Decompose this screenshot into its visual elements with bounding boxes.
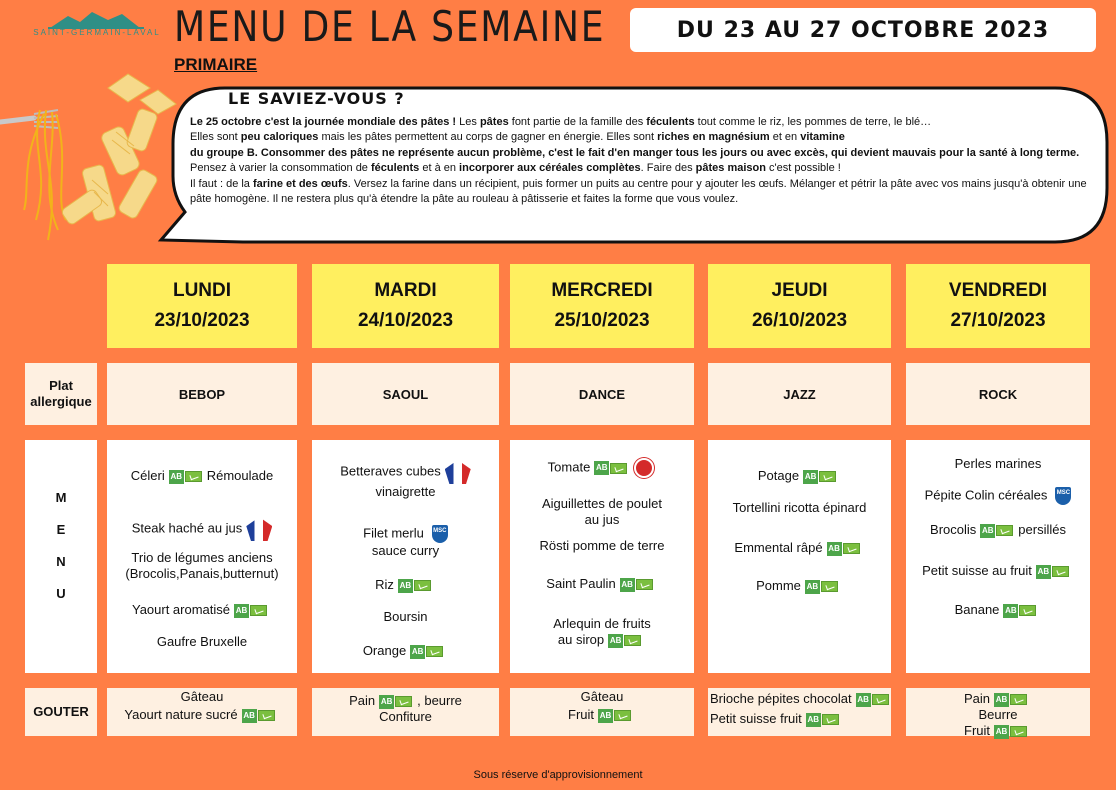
info-text-run: Les <box>456 116 480 128</box>
day-name: MARDI <box>374 280 437 301</box>
eu-organic-leaf-icon <box>624 635 641 646</box>
eu-organic-leaf-icon <box>1052 566 1069 577</box>
item-text: Yaourt nature sucré <box>124 707 238 722</box>
menu-item <box>906 456 1090 472</box>
eu-organic-leaf-icon <box>614 710 631 721</box>
day-date: 23/10/2023 <box>154 310 250 331</box>
item-text: Petit suisse fruit <box>710 711 802 726</box>
eu-organic-leaf-icon <box>250 605 267 616</box>
item-text: Pain <box>349 693 376 708</box>
day-header <box>312 264 499 348</box>
ab-badge: AB <box>803 470 818 484</box>
info-text-run: féculents <box>370 162 420 175</box>
info-text-run: . Versez la farine dans un récipient, puis former un puits au centre pour y ajouter les œufs. Mélanger et pétrir la pâte avec vos mains jusqu'à obtenir une pâte homogène. Il ne restera plus qu'à étendre la pâte au rouleau à pâtisserie et faites la forme que vous voulez. <box>190 177 1087 205</box>
info-paragraph <box>190 130 1088 145</box>
ab-badge: AB <box>598 709 613 723</box>
allergy-dish: JAZZ <box>708 363 891 425</box>
eu-organic-leaf-icon <box>636 579 653 590</box>
page-subtitle: PRIMAIRE <box>174 55 258 74</box>
item-text: Rösti pomme de terre <box>539 538 665 553</box>
allergy-label <box>25 363 97 425</box>
menu-cell <box>312 440 499 673</box>
item-text: Brocolis <box>930 522 977 537</box>
organic-ab-icon <box>993 723 1029 738</box>
info-text-run: riches en magnésium <box>657 131 770 144</box>
french-vegetables-label-icon <box>445 460 471 484</box>
item-text: Pomme <box>756 578 801 593</box>
eu-organic-leaf-icon <box>258 710 275 721</box>
item-text: Beurre <box>978 707 1018 722</box>
ab-badge: AB <box>1003 604 1018 618</box>
day-header <box>906 264 1090 348</box>
ab-badge: AB <box>994 725 1009 739</box>
allergy-dish: BEBOP <box>107 363 297 425</box>
info-paragraph <box>190 161 1088 176</box>
menu-item <box>510 616 694 648</box>
menu-letter: U <box>56 586 66 601</box>
item-text: Gâteau <box>180 689 224 704</box>
ab-badge: AB <box>994 693 1009 707</box>
info-text-run: féculents <box>646 116 695 128</box>
organic-ab-icon <box>805 711 841 726</box>
gouter-item <box>906 708 1090 722</box>
footer-note: Sous réserve d'approvisionnement <box>473 769 643 781</box>
menu-item <box>510 458 694 478</box>
item-text: (Brocolis,Panais,butternut) <box>125 566 279 581</box>
menu-item <box>906 563 1090 579</box>
item-text: persillés <box>1018 522 1066 537</box>
day-date: 25/10/2023 <box>554 310 650 331</box>
eu-organic-leaf-icon <box>185 471 202 482</box>
menu-item <box>312 609 499 625</box>
item-text: Perles marines <box>954 456 1042 471</box>
gouter-item <box>312 694 499 709</box>
menu-item <box>107 602 297 618</box>
gouter-cell <box>107 688 297 736</box>
info-text-run: et en <box>769 131 801 144</box>
info-text <box>190 115 1088 207</box>
ab-badge: AB <box>169 470 184 484</box>
ab-badge: AB <box>1036 565 1051 579</box>
gouter-item <box>710 712 893 727</box>
eu-organic-leaf-icon <box>395 696 412 707</box>
gouter-item <box>312 710 499 724</box>
menu-label <box>25 440 97 673</box>
organic-ab-icon <box>593 459 629 474</box>
item-text: , beurre <box>417 693 462 708</box>
organic-ab-icon <box>855 691 891 706</box>
allergy-dish: SAOUL <box>312 363 499 425</box>
allergy-dish: DANCE <box>510 363 694 425</box>
item-text: Arlequin de fruits <box>553 616 651 631</box>
ab-badge: AB <box>242 709 257 723</box>
gouter-cell <box>312 688 499 736</box>
organic-ab-icon <box>597 707 633 722</box>
organic-ab-icon <box>802 468 838 483</box>
eu-organic-leaf-icon <box>872 694 889 705</box>
menu-letter: N <box>56 554 66 569</box>
day-date: 27/10/2023 <box>950 310 1046 331</box>
menu-cell <box>906 440 1090 673</box>
eu-organic-leaf-icon <box>821 581 838 592</box>
day-name: VENDREDI <box>948 280 1048 301</box>
ab-badge: AB <box>594 461 609 475</box>
organic-ab-icon <box>397 577 433 592</box>
ab-badge: AB <box>234 604 249 618</box>
menu-cell <box>510 440 694 673</box>
menu-item <box>510 538 694 554</box>
organic-ab-icon <box>993 691 1029 706</box>
organic-ab-icon <box>378 693 414 708</box>
menu-item <box>107 517 297 541</box>
organic-ab-icon <box>168 468 204 483</box>
day-name: JEUDI <box>771 280 828 301</box>
eu-organic-leaf-icon <box>1010 726 1027 737</box>
info-paragraph <box>190 146 1088 161</box>
item-text: Emmental râpé <box>734 540 823 555</box>
ab-badge: AB <box>608 634 623 648</box>
item-text: Petit suisse au fruit <box>922 563 1032 578</box>
day-header <box>708 264 891 348</box>
page-title: MENU DE LA SEMAINE <box>174 2 606 51</box>
item-text: Tortellini ricotta épinard <box>732 500 867 515</box>
day-name: MERCREDI <box>551 280 653 301</box>
info-text-run: pâtes maison <box>695 162 766 175</box>
organic-ab-icon <box>979 522 1015 537</box>
gouter-item <box>510 690 694 704</box>
ab-badge: AB <box>827 542 842 556</box>
item-text: Pain <box>963 691 991 706</box>
menu-item <box>107 468 297 484</box>
organic-ab-icon <box>826 540 862 555</box>
eu-organic-leaf-icon <box>426 646 443 657</box>
menu-item <box>312 643 499 659</box>
eu-organic-leaf-icon <box>819 471 836 482</box>
eu-organic-leaf-icon <box>996 525 1013 536</box>
item-text: Gaufre Bruxelle <box>156 634 248 649</box>
eu-organic-leaf-icon <box>1010 694 1027 705</box>
organic-ab-icon <box>619 576 655 591</box>
day-name: LUNDI <box>172 280 232 301</box>
menu-cell <box>708 440 891 673</box>
info-text-run: tout comme le riz, les pommes de terre, le blé… <box>694 116 932 128</box>
gouter-cell <box>906 688 1090 736</box>
item-text: Tomate <box>547 459 591 475</box>
gouter-item <box>710 692 893 707</box>
item-text: au sirop <box>557 632 605 647</box>
ab-badge: AB <box>856 693 871 707</box>
organic-ab-icon <box>233 602 269 617</box>
logo-text: SAINT-GERMAIN-LAVAL <box>33 28 161 37</box>
organic-ab-icon <box>241 707 277 722</box>
item-text: Orange <box>362 643 407 658</box>
organic-ab-icon <box>804 578 840 593</box>
msc-label-icon: MSC <box>1055 487 1071 505</box>
menu-item <box>906 487 1090 505</box>
item-text: Aiguillettes de poulet <box>542 496 662 511</box>
menu-item <box>906 522 1090 538</box>
eu-organic-leaf-icon <box>843 543 860 554</box>
info-text-run: c'est possible ! <box>765 162 841 175</box>
menu-letter: E <box>56 522 66 537</box>
local-origin-icon <box>634 458 654 478</box>
info-paragraph <box>190 177 1088 208</box>
menu-item <box>312 525 499 559</box>
menu-item <box>510 576 694 592</box>
info-text-run: Le 25 octobre c'est la journée mondiale des pâtes ! <box>190 116 457 128</box>
item-text: Trio de légumes anciens <box>131 550 273 565</box>
day-date: 26/10/2023 <box>751 310 848 331</box>
gouter-cell <box>510 688 694 736</box>
info-title: LE SAVIEZ-VOUS ? <box>228 89 405 108</box>
organic-ab-icon <box>409 643 445 658</box>
menu-item <box>312 577 499 593</box>
day-header <box>107 264 297 348</box>
gouter-cell <box>708 688 891 736</box>
menu-item <box>906 602 1090 618</box>
french-beef-label-icon <box>246 517 272 541</box>
item-text: Céleri <box>130 468 165 483</box>
menu-cell <box>107 440 297 673</box>
info-text-run: vitamine <box>800 131 845 144</box>
item-text: Yaourt aromatisé <box>131 602 231 617</box>
eu-organic-leaf-icon <box>822 714 839 725</box>
date-range: DU 23 AU 27 OCTOBRE 2023 <box>630 8 1096 52</box>
item-text: Fruit <box>964 723 990 738</box>
allergy-label-line2: allergique <box>30 394 92 409</box>
menu-item <box>107 550 297 582</box>
item-text: sauce curry <box>371 543 440 558</box>
ab-badge: AB <box>410 645 425 659</box>
info-text-run: Pensez à varier la consommation de <box>190 162 371 175</box>
ab-badge: AB <box>980 524 995 538</box>
info-text-run: et à en <box>419 162 460 175</box>
menu-item <box>708 468 891 484</box>
item-text: Confiture <box>379 709 432 724</box>
gouter-item <box>906 724 1090 739</box>
item-text: vinaigrette <box>375 484 436 499</box>
gouter-item <box>906 692 1090 707</box>
info-paragraph <box>190 115 1088 130</box>
info-text-run: incorporer aux céréales complètes <box>459 162 641 175</box>
info-text-run: pâtes <box>479 116 509 128</box>
info-text-run: du groupe B. Consommer des pâtes ne représente aucun problème, c'est le fait d'en manger tous les jours ou avec excès, qui devient mauvais pour la santé à long terme. <box>190 146 1080 159</box>
organic-ab-icon <box>1002 602 1038 617</box>
gouter-item <box>107 708 297 723</box>
item-text: Steak haché au jus <box>131 520 243 536</box>
day-date: 24/10/2023 <box>357 310 454 331</box>
item-text: Fruit <box>568 707 594 722</box>
ab-badge: AB <box>806 713 821 727</box>
eu-organic-leaf-icon <box>414 580 431 591</box>
item-text: Gâteau <box>580 689 624 704</box>
menu-item <box>312 460 499 500</box>
menu-item <box>708 500 891 516</box>
menu-item <box>107 634 297 650</box>
organic-ab-icon <box>607 632 643 647</box>
info-text-run: Elles sont <box>190 131 241 144</box>
gouter-item <box>107 690 297 704</box>
item-text: Banane <box>954 602 1000 617</box>
item-text: Riz <box>375 577 394 592</box>
item-text: Betteraves cubes <box>340 463 441 479</box>
gouter-item <box>510 708 694 723</box>
gouter-label: GOUTER <box>25 688 97 736</box>
msc-label-icon: MSC <box>432 525 448 543</box>
ab-badge: AB <box>620 578 635 592</box>
allergy-label-line1: Plat <box>49 378 73 393</box>
day-header <box>510 264 694 348</box>
menu-item <box>708 540 891 556</box>
info-text-run: farine et des œufs <box>252 177 348 190</box>
item-text: Pépite Colin céréales <box>924 487 1048 503</box>
item-text: Potage <box>757 468 800 483</box>
menu-letter: M <box>55 490 67 505</box>
ab-badge: AB <box>398 579 413 593</box>
item-text: Saint Paulin <box>546 576 616 591</box>
organic-ab-icon <box>1035 563 1071 578</box>
item-text: au jus <box>584 512 620 527</box>
ab-badge: AB <box>379 695 394 709</box>
ab-badge: AB <box>805 580 820 594</box>
item-text: Boursin <box>383 609 428 624</box>
menu-item <box>510 496 694 528</box>
info-text-run: . Faire des <box>640 162 696 175</box>
info-text-run: peu caloriques <box>240 131 319 144</box>
item-text: Brioche pépites chocolat <box>710 691 852 706</box>
info-text-run: font partie de la famille des <box>508 116 647 128</box>
item-text: Rémoulade <box>206 468 274 483</box>
menu-item <box>708 578 891 594</box>
allergy-dish: ROCK <box>906 363 1090 425</box>
info-text-run: Il faut : de la <box>190 177 253 190</box>
item-text: Filet merlu <box>363 525 424 541</box>
eu-organic-leaf-icon <box>610 463 627 474</box>
info-text-run: mais les pâtes permettent au corps de gagner en énergie. Elles sont <box>318 131 658 144</box>
eu-organic-leaf-icon <box>1019 605 1036 616</box>
